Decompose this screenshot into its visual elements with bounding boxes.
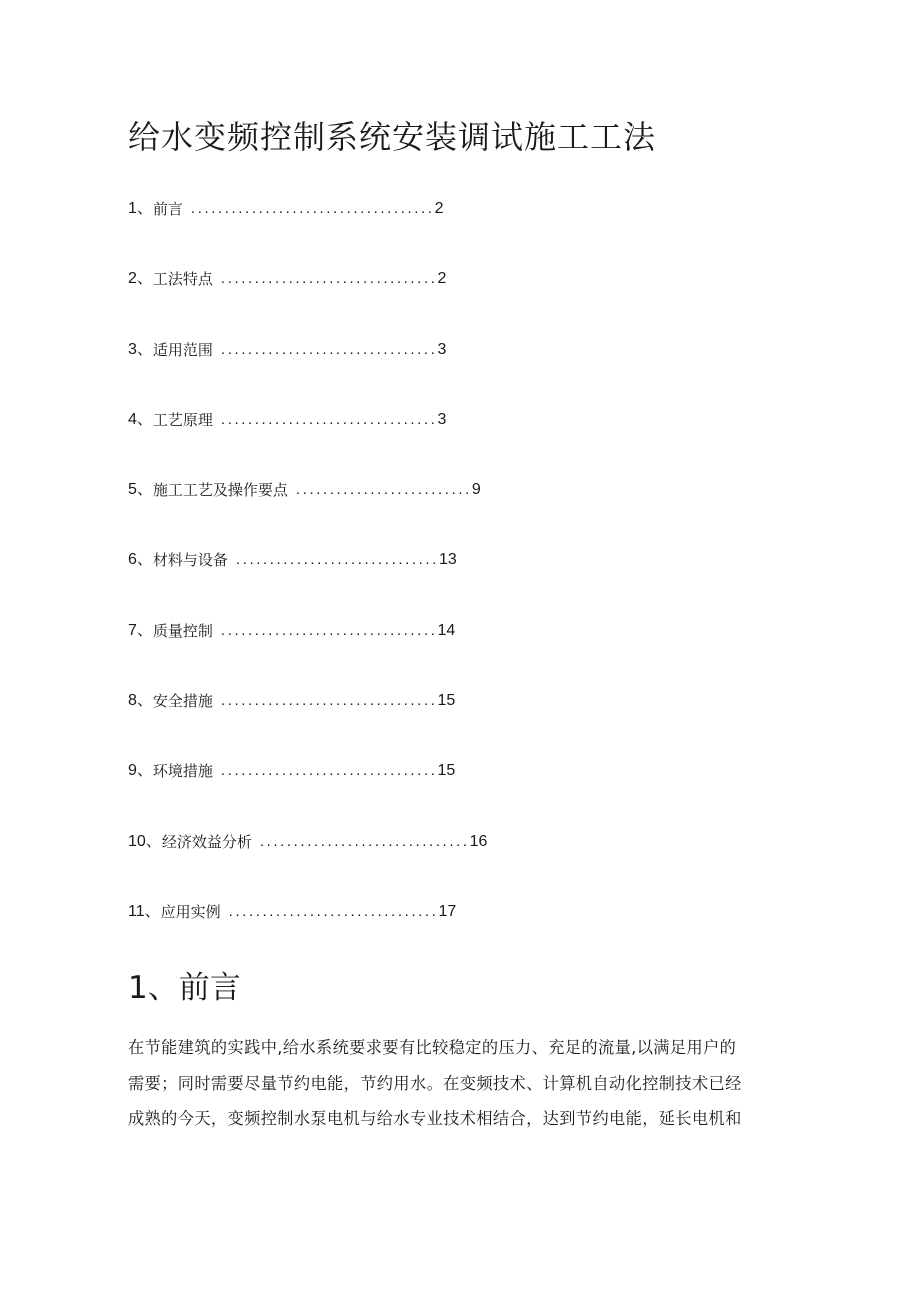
toc-item-page: 9 [471, 481, 481, 499]
toc-item-number: 11、 [128, 902, 161, 920]
document-title: 给水变频控制系统安装调试施工工法 [128, 118, 657, 156]
toc-item-label: 经济效益分析 [161, 832, 252, 851]
toc-item-label: 安全措施 [152, 692, 213, 711]
toc-item-label: 前言 [152, 200, 183, 218]
toc-item-label: 质量控制 [152, 621, 213, 640]
toc-dot-leader: ................................ [220, 762, 438, 780]
toc-item[interactable] [128, 829, 648, 899]
toc-item-page: 14 [437, 621, 456, 639]
toc-item-number: 4、 [128, 410, 153, 428]
toc-dot-leader: ............................... [228, 902, 439, 920]
toc-item-label: 应用实例 [160, 902, 221, 921]
paragraph-line: 需要；同时需要尽量节约电能，节约用水。在变频技术、计算机自动化控制技术已经 [128, 1073, 742, 1093]
toc-item[interactable] [128, 547, 648, 617]
toc-item-number: 3、 [128, 340, 153, 358]
toc-item-page: 15 [437, 692, 456, 710]
toc-item-page: 3 [437, 410, 447, 428]
toc-item-number: 8、 [128, 692, 153, 710]
toc-dot-leader: ................................ [220, 410, 438, 428]
toc-item-number: 9、 [128, 762, 153, 780]
toc-item-label: 施工工艺及操作要点 [152, 481, 288, 500]
toc-item[interactable] [128, 758, 648, 828]
toc-item-number: 7、 [128, 621, 153, 639]
toc-item[interactable] [128, 688, 648, 758]
toc-item-page: 13 [438, 551, 457, 569]
section-paragraph [128, 1030, 828, 1137]
toc-item[interactable] [128, 899, 648, 969]
section-heading-preface: 1、前言 [128, 970, 241, 1006]
toc-dot-leader: .................................... [190, 200, 435, 217]
toc-item-page: 15 [437, 762, 456, 780]
toc-item[interactable] [128, 337, 648, 407]
toc-dot-leader: .......................... [295, 481, 472, 499]
toc-dot-leader: ................................ [220, 340, 438, 358]
paragraph-line: 在节能建筑的实践中,给水系统要求要有比较稳定的压力、充足的流量,以满足用户的 [128, 1038, 737, 1057]
toc-item[interactable] [128, 477, 648, 547]
toc-dot-leader: ............................... [259, 832, 470, 850]
toc-item-number: 2、 [128, 270, 153, 288]
paragraph-line: 成熟的今天，变频控制水泵电机与给水专业技术相结合，达到节约电能，延长电机和 [128, 1109, 742, 1128]
toc-dot-leader: ................................ [220, 270, 438, 288]
toc-item-page: 2 [434, 200, 444, 217]
toc-item[interactable] [128, 618, 648, 688]
toc-dot-leader: .............................. [235, 551, 439, 569]
toc-item-page: 3 [437, 340, 447, 358]
toc-item[interactable] [128, 266, 648, 336]
toc-dot-leader: ................................ [220, 621, 438, 639]
toc-item-number: 10、 [128, 832, 162, 850]
table-of-contents [128, 196, 648, 969]
toc-item-page: 17 [438, 902, 457, 920]
toc-item-number: 6、 [128, 551, 153, 569]
toc-dot-leader: ................................ [220, 692, 438, 710]
toc-item-page: 2 [437, 270, 447, 288]
toc-item-page: 16 [469, 832, 488, 850]
toc-item-number: 1、 [128, 200, 153, 217]
toc-item-number: 5、 [128, 481, 153, 499]
toc-item-label: 工法特点 [152, 270, 213, 289]
toc-item-label: 环境措施 [152, 762, 213, 781]
toc-item-label: 材料与设备 [152, 551, 228, 570]
toc-item-label: 适用范围 [152, 340, 213, 359]
toc-item[interactable] [128, 196, 648, 266]
toc-item[interactable] [128, 407, 648, 477]
toc-item-label: 工艺原理 [152, 410, 213, 429]
